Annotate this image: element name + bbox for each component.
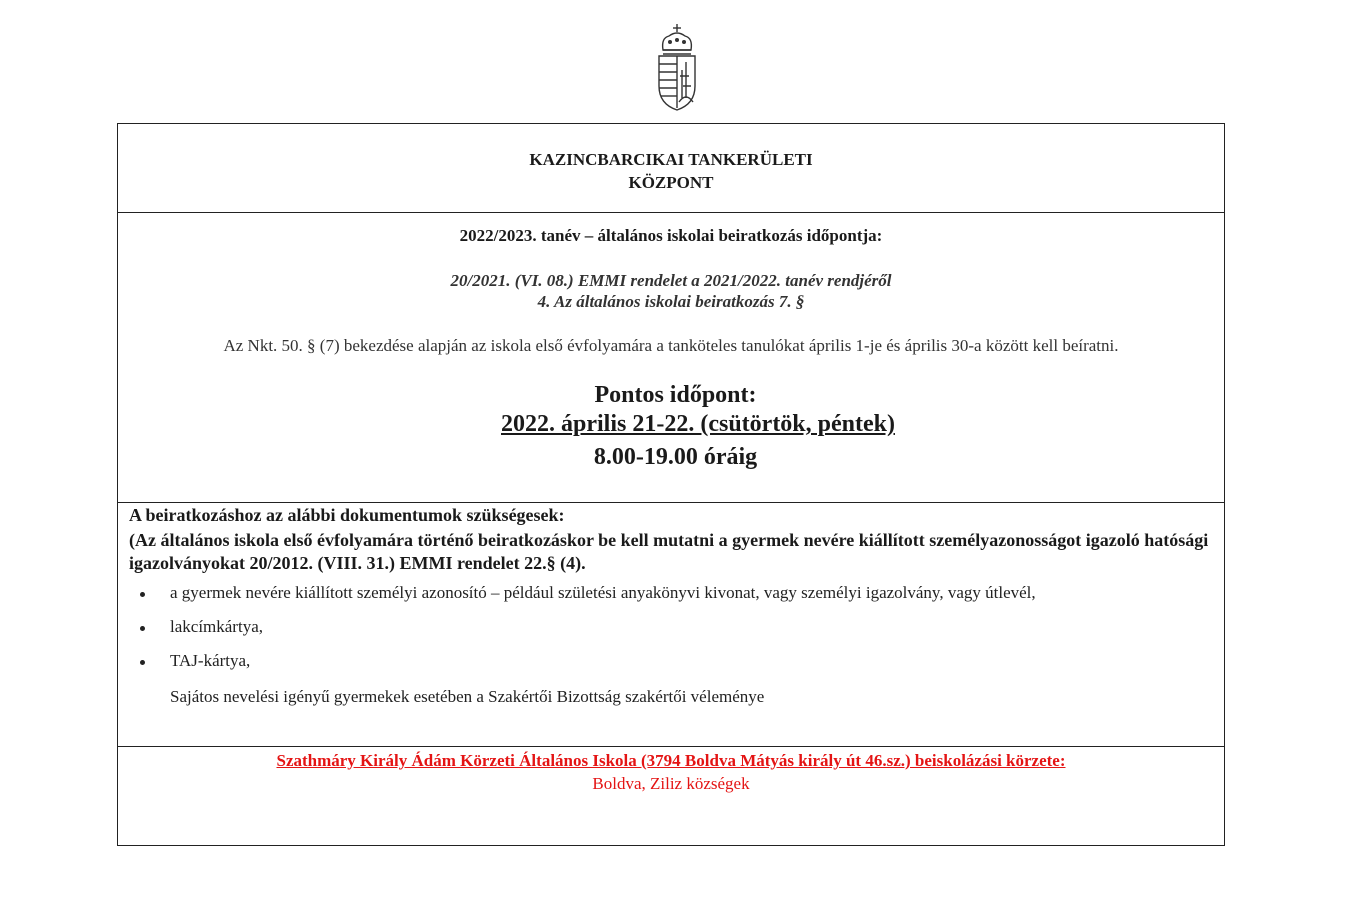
- documents-note: (Az általános iskola első évfolyamára történő beiratkozáskor be kell mutatni a gyermek nevére kiállított személyazonosságot igazoló hatósági igazolványokat 20/2012. (VIII. 31.) EMMI rendelet 22.§ (4).: [129, 530, 1209, 573]
- documents-row: [118, 503, 1224, 747]
- law-text: Az Nkt. 50. § (7) bekezdése alapján az iskola első évfolyamára a tanköteles tanulókat április 1-je és április 30-a között kell beíratni.: [223, 336, 1119, 355]
- decree-reference: [118, 270, 1224, 312]
- school-area: Boldva, Ziliz községek: [592, 774, 750, 793]
- org-name-line1: KAZINCBARCIKAI TANKERÜLETI: [529, 150, 813, 169]
- hungarian-coat-of-arms-icon: [655, 22, 699, 112]
- documents-list: [118, 583, 1036, 685]
- exact-time-label: Pontos időpont:: [594, 382, 757, 408]
- bullet-icon: [140, 626, 145, 631]
- bullet-icon: [140, 592, 145, 597]
- list-item: lakcímkártya,: [118, 617, 1036, 651]
- schedule-row: [118, 213, 1224, 503]
- special-needs-note: Sajátos nevelési igényű gyermekek esetében a Szakértői Bizottság szakértői véleménye: [170, 687, 765, 706]
- decree-line-2: 4. Az általános iskolai beiratkozás 7. §: [537, 292, 805, 311]
- bullet-icon: [140, 660, 145, 665]
- school-district-row: [118, 747, 1224, 845]
- exact-hours: 8.00-19.00 óráig: [593, 444, 758, 470]
- list-item: a gyermek nevére kiállított személyi azonosító – például születési anyakönyvi kivonat, vagy személyi igazolvány, vagy útlevél,: [118, 583, 1036, 617]
- header-row: [118, 124, 1224, 213]
- document-table: [117, 123, 1225, 846]
- documents-heading: A beiratkozáshoz az alábbi dokumentumok szükségesek:: [129, 505, 565, 525]
- schedule-title: 2022/2023. tanév – általános iskolai beiratkozás időpontja:: [459, 226, 883, 245]
- school-name: Szathmáry Király Ádám Körzeti Általános Iskola (3794 Boldva Mátyás király út 46.sz.) beiskolázási körzete:: [276, 751, 1066, 770]
- exact-date: 2022. április 21-22. (csütörtök, péntek): [501, 411, 895, 437]
- list-item: TAJ-kártya,: [118, 651, 1036, 685]
- decree-line-1: 20/2021. (VI. 08.) EMMI rendelet a 2021/2022. tanév rendjéről: [450, 271, 892, 290]
- org-name-line2: KÖZPONT: [628, 173, 714, 192]
